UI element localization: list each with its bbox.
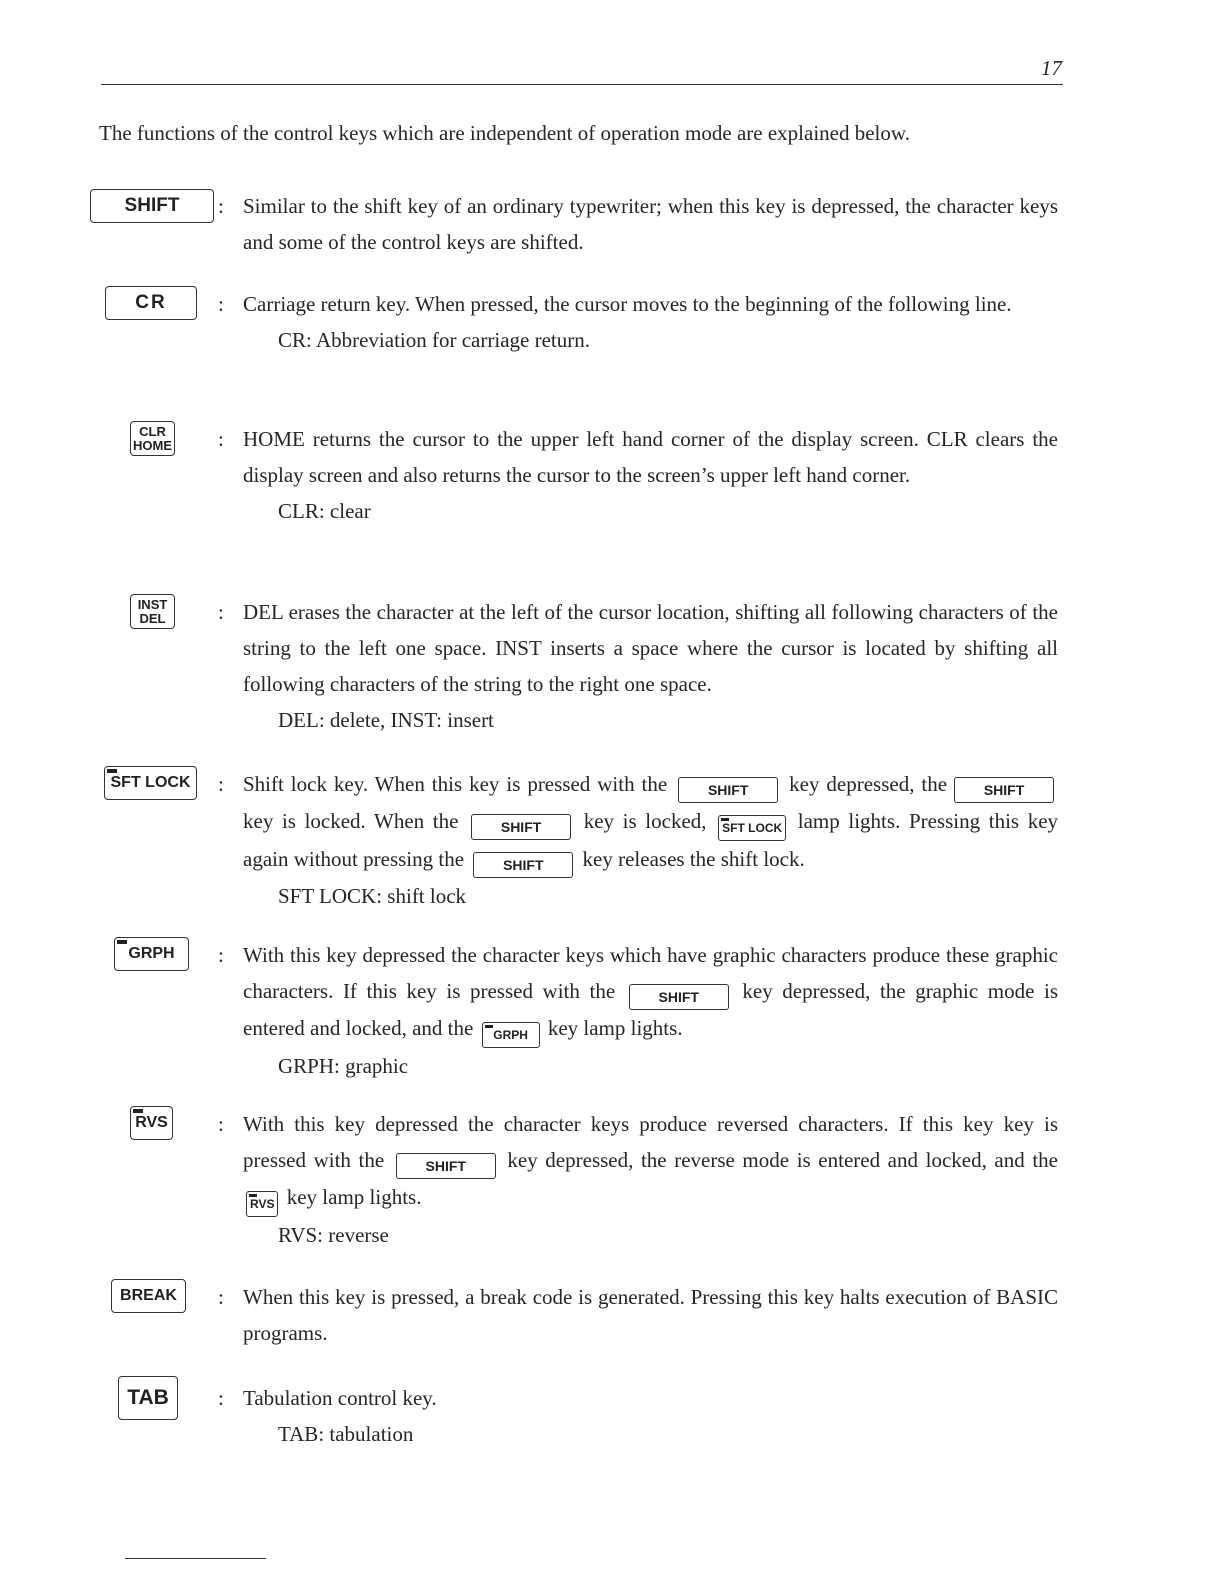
clr-home-key-icon bbox=[130, 421, 175, 456]
cr-key-icon bbox=[105, 286, 197, 320]
shift-key-icon: SHIFT bbox=[396, 1153, 496, 1179]
cr-note: CR: Abbreviation for carriage return. bbox=[278, 328, 590, 352]
shift-key-icon: SHIFT bbox=[954, 777, 1054, 803]
tab-key-label: TAB bbox=[127, 1386, 169, 1409]
lamp-icon bbox=[721, 818, 729, 821]
lamp-icon bbox=[249, 1194, 257, 1197]
colon: : bbox=[218, 292, 224, 316]
grph-description bbox=[243, 937, 1058, 1084]
del-key-label: DEL bbox=[139, 610, 166, 626]
grph-key-label: GRPH bbox=[128, 945, 175, 962]
grph-note: GRPH: graphic bbox=[278, 1054, 409, 1078]
break-key-label: BREAK bbox=[120, 1287, 177, 1304]
lamp-icon bbox=[117, 940, 127, 944]
inst-del-desc-text: DEL erases the character at the left of the cursor location, shifting all following characters of the string to the left one space. INST inserts a space where the cursor is located by shifting all following characters of the string to the right one space. bbox=[243, 600, 1058, 696]
colon: : bbox=[218, 427, 224, 451]
sft-lock-key-label: SFT LOCK bbox=[110, 774, 191, 791]
shift-key-icon: SHIFT bbox=[629, 984, 729, 1010]
clr-home-description bbox=[243, 421, 1058, 529]
grph-desc-text: With this key depressed the character keys which have graphic characters produce these graphic characters. If this key is pressed with the SHIFT key depressed, the graphic mode is entered and locked, and the GRPH key lamp lights. bbox=[243, 937, 1058, 1048]
shift-key-icon: SHIFT bbox=[473, 852, 573, 878]
shift-desc-text: Similar to the shift key of an ordinary typewriter; when this key is depressed, the character keys and some of the control keys are shifted. bbox=[243, 194, 1058, 254]
colon: : bbox=[218, 1285, 224, 1309]
shift-key-icon bbox=[90, 189, 214, 223]
rvs-key-icon: RVS bbox=[246, 1191, 278, 1217]
colon: : bbox=[218, 772, 224, 796]
clr-key-label: CLR bbox=[139, 423, 166, 439]
grph-key-icon bbox=[114, 937, 189, 971]
sft-lock-description bbox=[243, 766, 1058, 914]
break-key-icon bbox=[111, 1279, 186, 1313]
cr-description bbox=[243, 286, 1058, 358]
clr-home-note: CLR: clear bbox=[278, 499, 371, 523]
rvs-key-icon bbox=[130, 1106, 173, 1140]
inst-key-label: INST bbox=[137, 596, 168, 612]
tab-note: TAB: tabulation bbox=[278, 1422, 414, 1446]
sft-lock-key-icon: SFT LOCK bbox=[718, 815, 786, 841]
rvs-note: RVS: reverse bbox=[278, 1223, 389, 1247]
shift-description bbox=[243, 188, 1058, 260]
colon: : bbox=[218, 943, 224, 967]
tab-desc-text: Tabulation control key. bbox=[243, 1386, 437, 1410]
sft-lock-key-icon bbox=[104, 766, 197, 800]
rvs-key-label: RVS bbox=[135, 1114, 168, 1131]
sft-lock-note: SFT LOCK: shift lock bbox=[278, 884, 467, 908]
inst-del-key-icon bbox=[130, 594, 175, 629]
inst-del-note: DEL: delete, INST: insert bbox=[278, 708, 494, 732]
lamp-icon bbox=[485, 1025, 493, 1028]
break-description bbox=[243, 1279, 1058, 1351]
intro-text: The functions of the control keys which are independent of operation mode are explained below. bbox=[99, 121, 910, 145]
shift-key-label: SHIFT bbox=[124, 195, 180, 216]
colon: : bbox=[218, 194, 224, 218]
home-key-label: HOME bbox=[133, 437, 172, 453]
header-rule bbox=[101, 84, 1063, 85]
inst-del-description bbox=[243, 594, 1058, 738]
lamp-icon bbox=[133, 1109, 143, 1113]
shift-key-icon: SHIFT bbox=[678, 777, 778, 803]
rvs-desc-text: With this key depressed the character keys produce reversed characters. If this key key is pressed with the SHIFT key depressed, the reverse mode is entered and locked, and the RVS key lamp lights. bbox=[243, 1106, 1058, 1217]
sft-lock-desc-text: Shift lock key. When this key is pressed with the SHIFT key depressed, the SHIFT key is locked. When the SHIFT key is locked, SFT LOCK lamp lights. Pressing this key again without pressing the SHIFT key releases the shift lock. bbox=[243, 766, 1058, 878]
break-desc-text: When this key is pressed, a break code is generated. Pressing this key halts execution of BASIC programs. bbox=[243, 1285, 1058, 1345]
tab-key-icon bbox=[118, 1376, 178, 1420]
clr-home-desc-text: HOME returns the cursor to the upper left hand corner of the display screen. CLR clears the display screen and also returns the cursor to the screen’s upper left hand corner. bbox=[243, 427, 1058, 487]
grph-key-icon: GRPH bbox=[482, 1022, 540, 1048]
cr-key-label: CR bbox=[135, 292, 167, 313]
shift-key-icon: SHIFT bbox=[471, 814, 571, 840]
tab-description bbox=[243, 1380, 1058, 1452]
colon: : bbox=[218, 1386, 224, 1410]
page-number: 17 bbox=[1041, 56, 1062, 80]
cr-desc-text: Carriage return key. When pressed, the cursor moves to the beginning of the following line. bbox=[243, 292, 1012, 316]
rvs-description bbox=[243, 1106, 1058, 1253]
footer-rule bbox=[125, 1558, 266, 1559]
colon: : bbox=[218, 1112, 224, 1136]
lamp-icon bbox=[107, 769, 117, 773]
colon: : bbox=[218, 600, 224, 624]
